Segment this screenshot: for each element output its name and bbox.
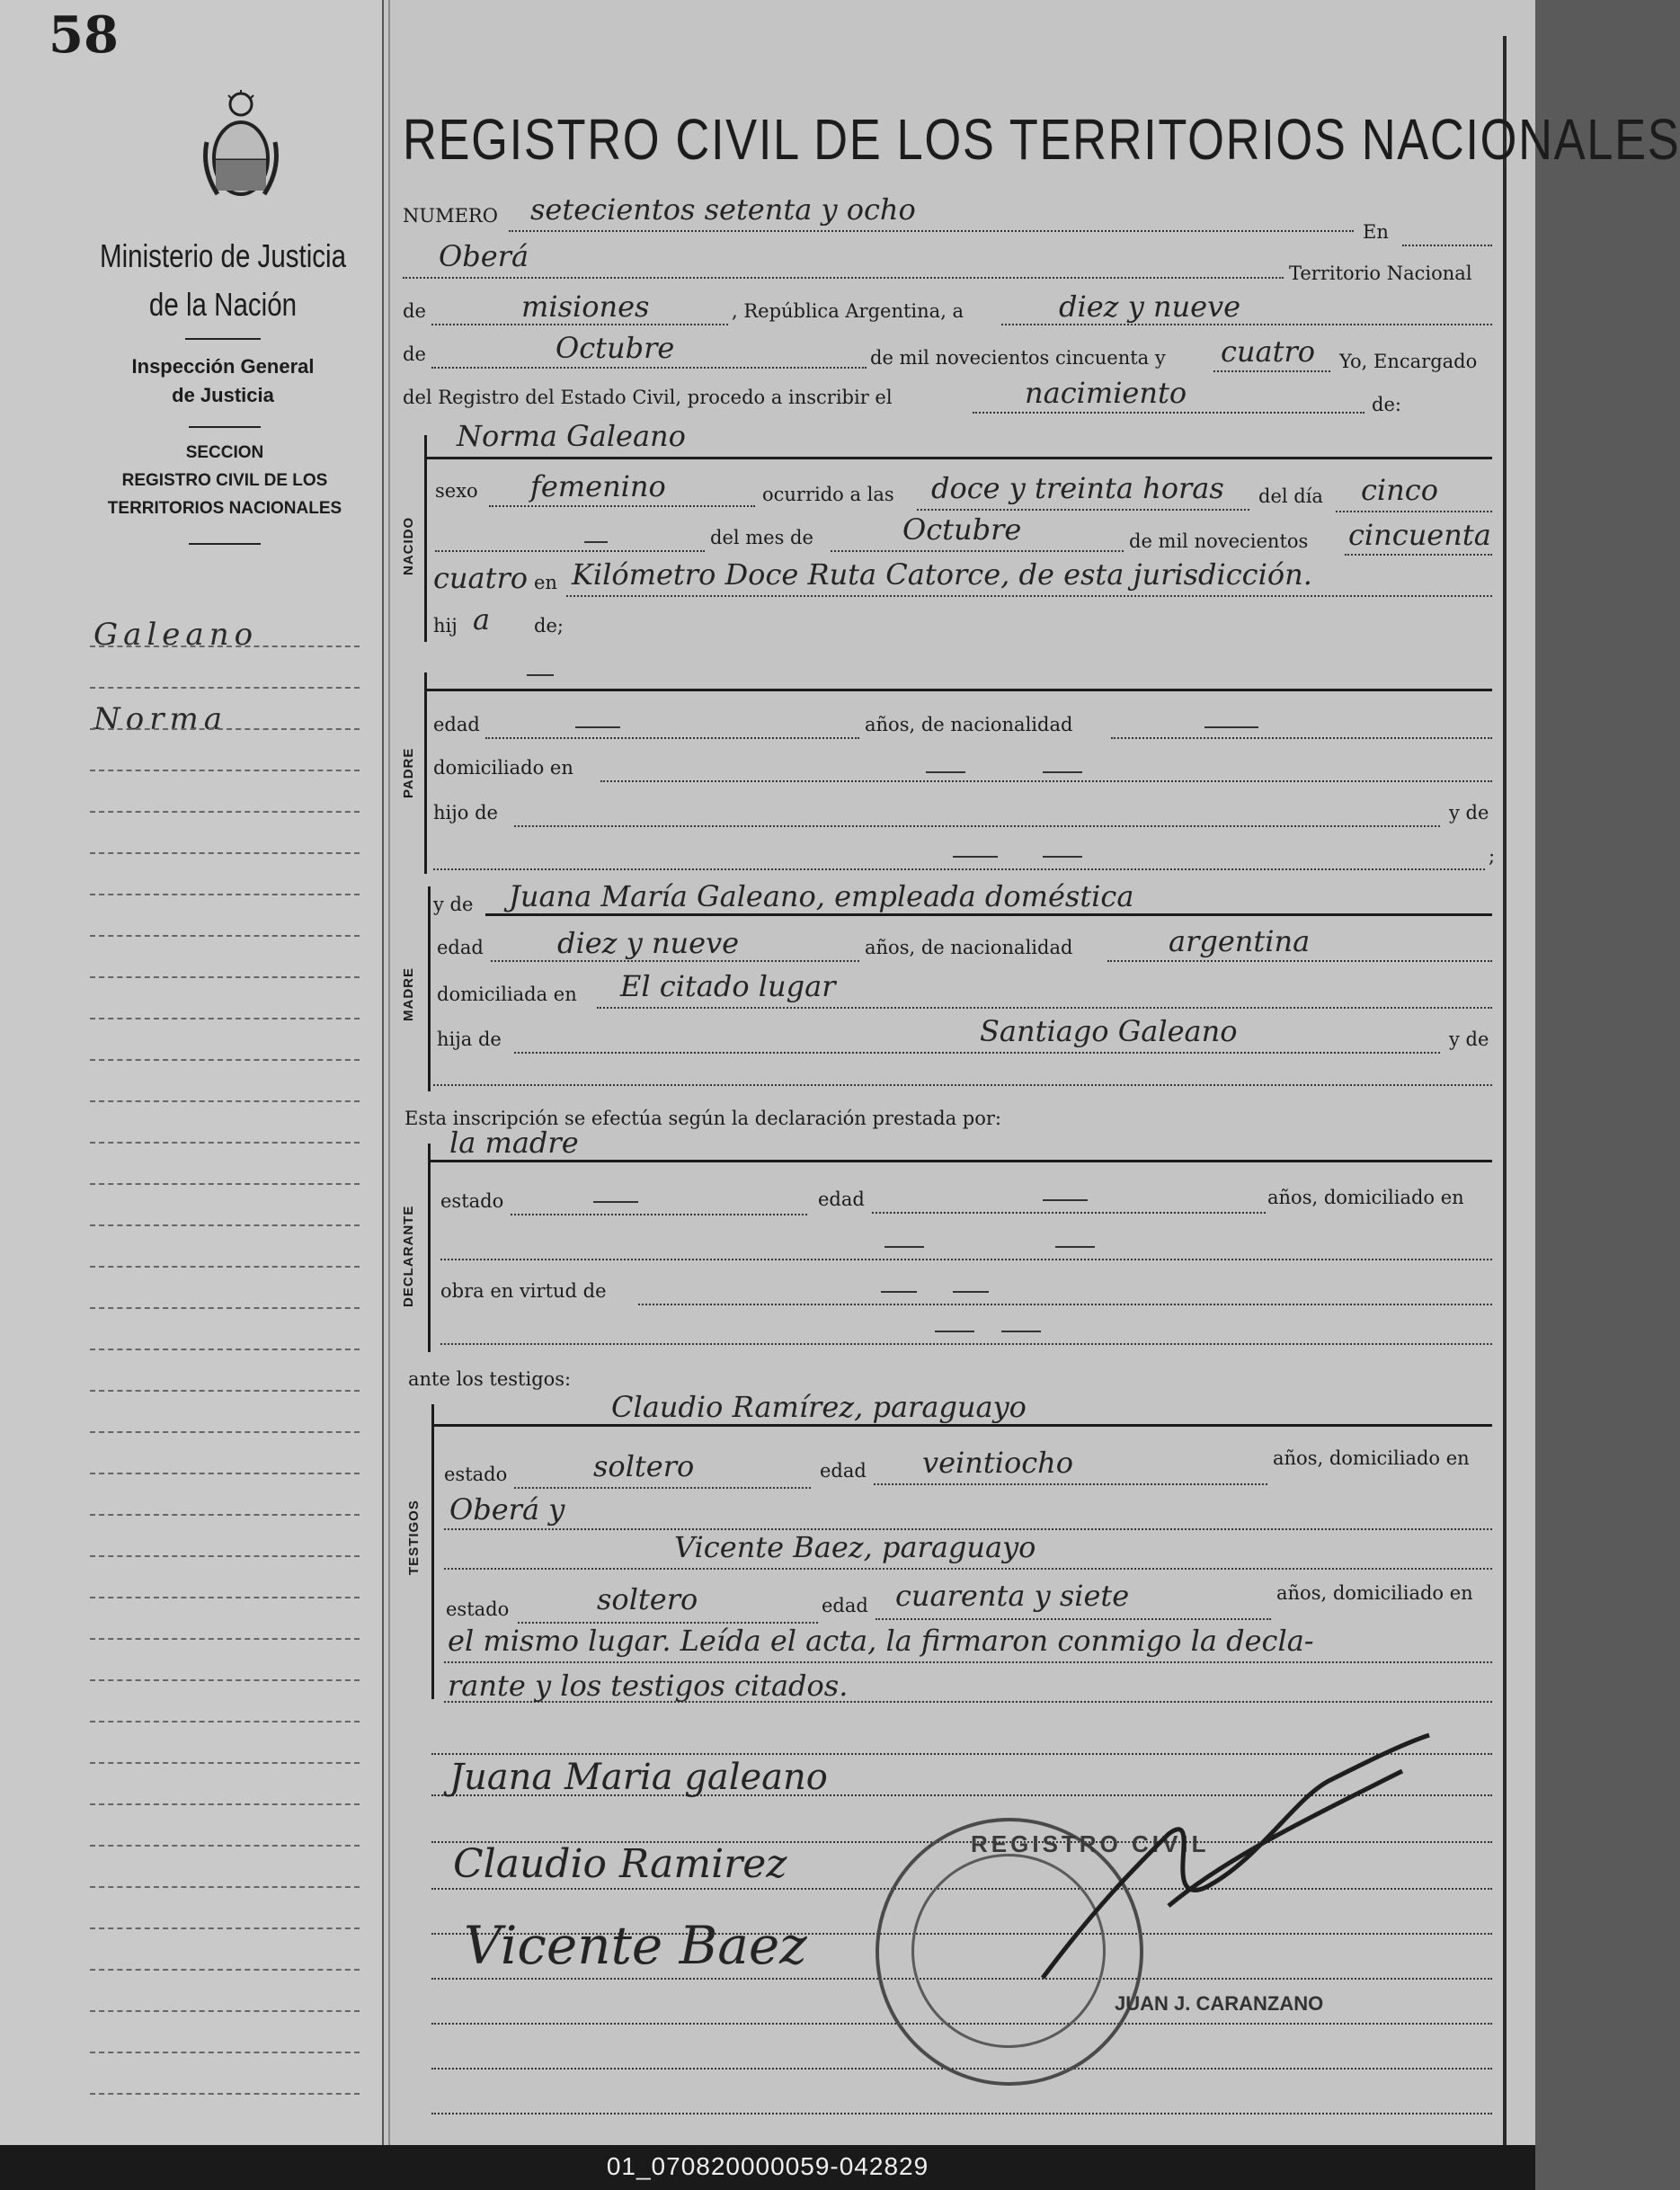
padre-hijo-label: hijo de [433,802,498,823]
declaration-label: Esta inscripción se efectúa según la declaración prestada por: [404,1108,1001,1129]
madre-y-de2-label: y de [1449,1028,1489,1050]
image-id-caption: 01_070820000059-042829 [606,2152,929,2180]
margin-rule [90,1473,360,1474]
section-line-3: TERRITORIOS NACIONALES [107,499,342,518]
margin-rule [90,645,360,647]
margin-rule [90,1142,360,1144]
field-line [1001,324,1492,325]
ocurrido-label: ocurrido a las [762,484,894,505]
margin-rule [90,687,360,689]
inspection-line-1: Inspección General [131,355,315,378]
margin-rule [90,1597,360,1598]
padre-edad-label: edad [433,714,480,735]
margin-given-name: Norma [93,701,227,737]
margin-rule [90,1514,360,1516]
field-line [444,1661,1492,1663]
del-mes-label: del mes de [710,527,813,548]
witness1-address-value: Oberá y [449,1492,565,1527]
margin-rule [90,811,360,813]
margin-rule [90,2052,360,2053]
ministry-heading [98,232,349,329]
ministry-line-2: de la Nación [148,286,298,323]
field-line [1107,960,1492,962]
field-line [491,960,859,962]
margin-rule [90,1183,360,1185]
margin-rule [90,1969,360,1971]
section-rule [431,1424,1492,1427]
padre-domicilio-label: domiciliado en [433,757,573,779]
territory-value: misiones [521,289,650,324]
section-rule [428,1160,1492,1162]
margin-rule [90,1762,360,1764]
witness2-name-value: Vicente Baez, paraguayo [674,1530,1036,1564]
margin-rule [90,1224,360,1226]
signature-witness-2: Vicente Baez [464,1915,807,1976]
margin-rule [90,1555,360,1557]
en-label: En [1363,221,1389,243]
margin-rule [90,2010,360,2012]
registrar-signature-icon [1025,1726,1438,1996]
margin-rule [90,1721,360,1723]
sexo-value: femenino [530,469,666,503]
field-line [489,505,755,507]
en-label: en [534,572,557,593]
de-label: de; [534,615,564,637]
section-bracket [431,1404,434,1699]
section-bracket [428,886,431,1091]
blank-dash [593,1201,638,1203]
field-line [440,1259,1492,1260]
inspection-heading [106,352,340,410]
margin-rule [90,1927,360,1929]
margin-rule [90,1266,360,1268]
witness2-edad-label: edad [822,1595,868,1616]
witness1-name-value: Claudio Ramírez, paraguayo [611,1390,1027,1424]
mother-nationality-value: argentina [1169,924,1311,958]
madre-side-label: MADRE [401,967,416,1021]
margin-rule [90,1886,360,1888]
margin-rule [90,976,360,978]
declarante-anos-label: años, domiciliado en [1267,1187,1464,1208]
margin-rule [90,1018,360,1019]
field-line [440,1343,1492,1345]
signature-line [431,2113,1492,2114]
margin-rule [90,1638,360,1640]
day-value: diez y nueve [1059,289,1241,324]
act-value: nacimiento [1025,376,1187,410]
witness1-estado-value: soltero [593,1449,695,1483]
mother-name-value: Juana María Galeano, empleada doméstica [509,879,1134,913]
newborn-name: Norma Galeano [457,419,686,453]
republica-label: , República Argentina, a [732,300,964,322]
declarante-edad-label: edad [818,1188,865,1210]
field-line [514,825,1440,827]
fold-line [388,0,390,2145]
hij-value: a [473,602,491,637]
section-rule [424,457,1492,459]
witness1-anos-label: años, domiciliado en [1273,1447,1470,1469]
witness2-edad-value: cuarenta y siete [895,1579,1130,1613]
blank-dash [881,1291,917,1293]
field-line [433,868,1485,870]
field-line [600,780,1492,782]
divider [189,426,261,428]
divider [189,543,261,545]
birth-year-label: de mil novecientos [1129,530,1309,552]
numero-value: setecientos setenta y ocho [530,192,916,227]
hour-value: doce y treinta horas [931,471,1224,505]
signature-witness-1: Claudio Ramirez [453,1841,787,1887]
field-line [514,1487,811,1489]
blank-dash [1043,1199,1088,1201]
blank-dash [884,1246,924,1248]
witnesses-label: ante los testigos: [408,1368,572,1390]
margin-rule [90,1100,360,1102]
blank-dash [527,674,554,676]
field-line [433,1084,1492,1086]
field-line [917,509,1249,511]
section-line-2: REGISTRO CIVIL DE LOS [121,471,328,490]
margin-rule [90,1679,360,1681]
territorio-label: Territorio Nacional [1289,263,1472,284]
margin-rule [90,1349,360,1350]
signature-mother: Juana Maria galeano [449,1757,828,1798]
nacido-side-label: NACIDO [401,516,416,575]
coat-of-arms-icon [200,88,282,207]
section-bracket [428,1144,431,1352]
madre-hija-label: hija de [437,1028,502,1050]
padre-side-label: PADRE [401,747,416,798]
section-bracket [424,435,427,642]
witness2-estado-value: soltero [597,1582,698,1616]
field-line [597,1007,1492,1009]
witness2-anos-label: años, domiciliado en [1276,1582,1473,1604]
field-line [1111,737,1492,739]
field-line [435,550,705,552]
padre-y-de-label: y de [1449,802,1489,823]
margin-rule [90,728,360,730]
blank-dash [953,856,998,858]
closing-line-2: rante y los testigos citados. [448,1669,849,1703]
madre-anos-label: años, de nacionalidad [865,937,1073,958]
margin-rule [90,770,360,771]
month-value: Octubre [556,331,675,365]
field-line [973,412,1364,414]
section-rule [485,913,1492,916]
declarante-side-label: DECLARANTE [401,1205,416,1307]
margin-rule [90,1390,360,1392]
document-title: REGISTRO CIVIL DE LOS TERRITORIOS NACIONALES [403,107,1680,172]
sexo-label: sexo [435,480,478,502]
blank-dash [1204,726,1258,728]
margin-rule [90,2093,360,2095]
page-number: 58 [49,5,119,65]
margin-rule [90,1307,360,1309]
field-line [831,550,1124,552]
margin-rule [90,1803,360,1805]
field-line [1402,245,1492,246]
witness1-edad-label: edad [820,1460,867,1482]
de-label: de [403,300,426,322]
field-line [1345,554,1492,556]
page-edge [1503,36,1507,2145]
field-line [431,367,867,369]
margin-rule [90,852,360,854]
madre-edad-label: edad [437,937,484,958]
year-value: cuatro [1221,334,1316,369]
declarante-estado-label: estado [440,1190,504,1212]
blank-dash [575,726,620,728]
field-line [1213,370,1330,372]
birth-place-value: Kilómetro Doce Ruta Catorce, de esta jurisdicción. [572,557,1312,592]
witness1-estado-label: estado [444,1464,508,1485]
padre-anos-label: años, de nacionalidad [865,714,1073,735]
testigos-side-label: TESTIGOS [406,1500,422,1575]
de3-label: de: [1372,394,1401,415]
blank-dash [953,1291,989,1293]
stamp-text: REGISTRO CIVIL [971,1830,1210,1857]
closing-line-1: el mismo lugar. Leída el acta, la firmaron conmigo la decla- [448,1624,1314,1658]
section-heading [90,439,360,522]
field-line [1336,511,1492,512]
padre-semicolon: ; [1489,845,1496,867]
blank-dash [1043,771,1082,773]
madre-domicilio-label: domiciliada en [437,984,577,1005]
madre-y-de-label: y de [433,894,474,915]
birth-year-cont: cuatro [433,561,529,595]
blank-dash [1055,1246,1095,1248]
place-value: Oberá [439,239,529,273]
field-line [872,1212,1266,1214]
mother-address-value: El citado lugar [620,969,836,1003]
declarant-name-value: la madre [449,1126,579,1160]
field-line [444,1568,1492,1570]
de2-label: de [403,343,426,365]
year-label: de mil novecientos cincuenta y [870,347,1166,369]
field-line [403,277,1284,279]
margin-rule [90,1845,360,1847]
del-dia-label: del día [1258,485,1323,507]
margin-rule [90,1059,360,1061]
divider [185,338,261,340]
witness2-estado-label: estado [446,1598,510,1620]
birth-day-value: cinco [1361,473,1438,507]
ministry-line-1: Ministerio de Justicia [100,237,346,274]
section-bracket [424,672,427,874]
declarante-obra-label: obra en virtud de [440,1280,607,1302]
birth-month-value: Octubre [902,512,1022,547]
blank-dash [1001,1331,1041,1332]
birth-year-value: cincuenta [1348,518,1491,552]
field-line [566,595,1492,597]
registro-label: del Registro del Estado Civil, procedo a inscribir el [403,387,893,408]
field-line [638,1304,1492,1305]
field-line [874,1483,1267,1485]
margin-surname: Galeano [93,617,259,653]
section-rule [424,689,1492,691]
yo-label: Yo, Encargado [1339,351,1478,372]
hij-label: hij [433,615,458,637]
mother-age-value: diez y nueve [557,926,740,960]
registrar-name: JUAN J. CARANZANO [1115,1992,1324,2015]
field-line [876,1618,1271,1620]
numero-label: NUMERO [403,205,498,227]
inspection-line-2: de Justicia [172,384,274,406]
grandfather-value: Santiago Galeano [980,1014,1238,1048]
witness1-edad-value: veintiocho [922,1446,1074,1480]
field-line [431,324,728,325]
blank-dash [584,541,608,543]
section-line-1: SECCION [185,443,264,462]
blank-dash [926,771,965,773]
margin-rule [90,935,360,937]
margin-rule [90,894,360,895]
margin-rule [90,1431,360,1433]
field-line [511,1214,807,1215]
field-line [509,230,1354,232]
field-line [485,737,859,739]
blank-dash [935,1331,974,1332]
blank-dash [1043,856,1082,858]
field-line [514,1052,1440,1054]
